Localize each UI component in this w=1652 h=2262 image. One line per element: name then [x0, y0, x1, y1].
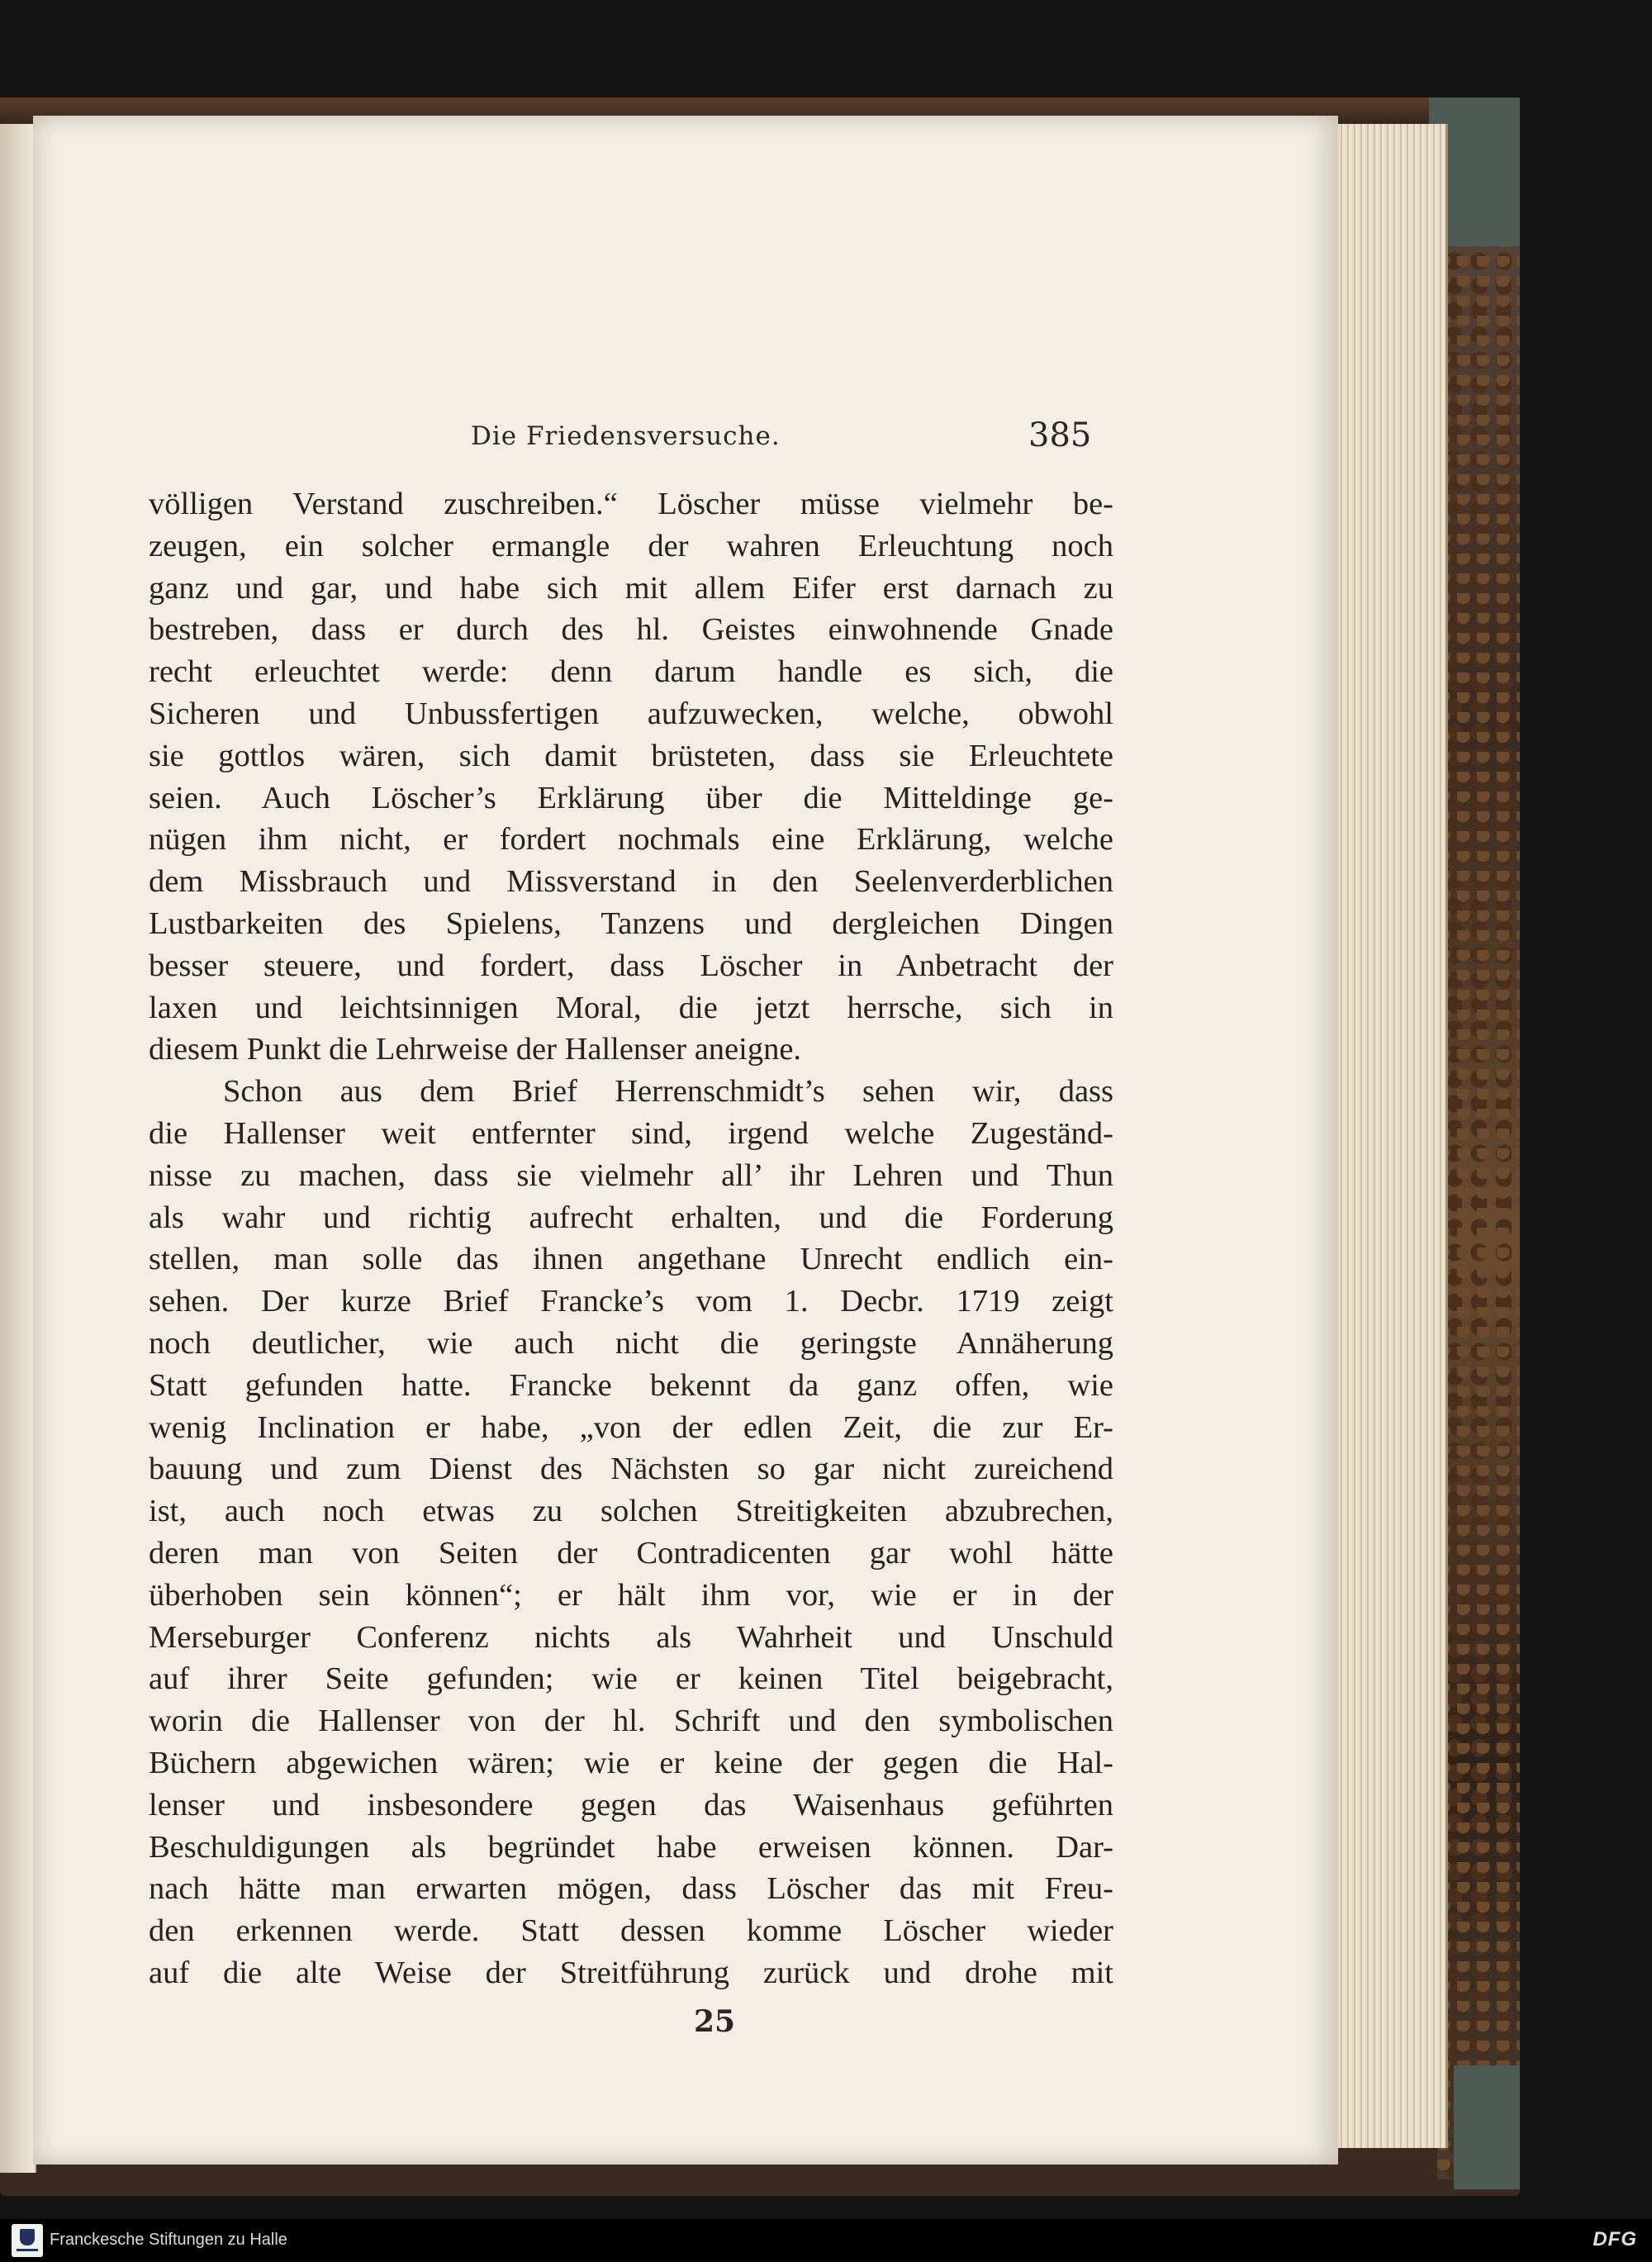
facing-page-edge [0, 124, 36, 2173]
institution-name: Franckesche Stiftungen zu Halle [50, 2231, 287, 2249]
text-line: recht erleuchtet werde: denn darum handle es sich, die [149, 654, 1113, 690]
text-line: bestreben, dass er durch des hl. Geistes einwohnende Gnade [149, 612, 1113, 648]
text-line: besser steuere, und fordert, dass Löscher in Anbetracht der [149, 948, 1113, 983]
text-line: Sicheren und Unbussfertigen aufzuwecken, welche, obwohl [149, 696, 1113, 731]
text-line: deren man von Seiten der Contradicenten gar wohl hätte [149, 1535, 1113, 1571]
text-line: bauung und zum Dienst des Nächsten so gar nicht zureichend [149, 1452, 1113, 1487]
text-line: Merseburger Conferenz nichts als Wahrheit und Unschuld [149, 1619, 1113, 1655]
text-line: die Hallenser weit entfernter sind, irgend welche Zugeständ- [149, 1115, 1113, 1151]
text-line: nach hätte man erwarten mögen, dass Löscher das mit Freu- [149, 1871, 1113, 1907]
text-line: Büchern abgewichen wären; wie er keine der gegen die Hal- [149, 1745, 1113, 1780]
viewer-footer-bar [0, 2219, 1652, 2262]
printer-signature-mark: 25 [693, 2004, 736, 2039]
text-line: ist, auch noch etwas zu solchen Streitigkeiten abzubrechen, [149, 1494, 1113, 1529]
text-line: auf die alte Weise der Streitführung zurück und drohe mit [149, 1955, 1113, 1990]
text-line: völligen Verstand zuschreiben.“ Löscher müsse vielmehr be- [149, 487, 1113, 521]
text-line: Lustbarkeiten des Spielens, Tanzens und dergleichen Dingen [149, 905, 1113, 941]
text-line: dem Missbrauch und Missverstand in den Seelenverderblichen [149, 864, 1113, 900]
text-line: laxen und leichtsinnigen Moral, die jetzt herrsche, sich in [149, 990, 1113, 1025]
text-line: sie gottlos wären, sich damit brüsteten, dass sie Erleuchtete [149, 738, 1113, 773]
book-cover-corner-bottom [1454, 2065, 1520, 2189]
text-line: diesem Punkt die Lehrweise der Hallenser aneigne. [149, 1032, 802, 1067]
text-line: nügen ihm nicht, er fordert nochmals eine Erklärung, welche [149, 822, 1113, 858]
running-title: Die Friedensversuche. [471, 421, 781, 451]
dfg-logo: DFG [1593, 2228, 1637, 2250]
text-line: stellen, man solle das ihnen angethane Unrecht endlich ein- [149, 1242, 1113, 1277]
text-line: überhoben sein können“; er hält ihm vor, wie er in der [149, 1577, 1113, 1613]
text-line: Statt gefunden hatte. Francke bekennt da ganz offen, wie [149, 1367, 1113, 1403]
text-line: seien. Auch Löscher’s Erklärung über die Mitteldinge ge- [149, 780, 1113, 815]
page-stack-edge [1338, 124, 1448, 2148]
text-line: Beschuldigungen als begründet habe erweisen können. Dar- [149, 1829, 1113, 1865]
body-text [149, 483, 1113, 1994]
text-line: zeugen, ein solcher ermangle der wahren Erleuchtung noch [149, 528, 1113, 563]
text-line: als wahr und richtig aufrecht erhalten, und die Forderung [149, 1200, 1113, 1235]
book-cover-marbled-board [1437, 97, 1520, 2179]
text-line: den erkennen werde. Statt dessen komme Löscher wieder [149, 1913, 1113, 1949]
text-line: auf ihrer Seite gefunden; wie er keinen Titel beigebracht, [149, 1661, 1113, 1697]
text-line: ganz und gar, und habe sich mit allem Eifer erst darnach zu [149, 570, 1113, 606]
text-line: noch deutlicher, wie auch nicht die geringste Annäherung [149, 1325, 1113, 1361]
text-line: lenser und insbesondere gegen das Waisenhaus geführten [149, 1787, 1113, 1822]
institution-logo-icon [12, 2224, 43, 2257]
book-page [33, 116, 1338, 2165]
text-line: worin die Hallenser von der hl. Schrift und den symbolischen [149, 1704, 1113, 1739]
text-line: nisse zu machen, dass sie vielmehr all’ ihr Lehren und Thun [149, 1157, 1113, 1193]
page-number: 385 [1028, 416, 1092, 454]
text-line: Schon aus dem Brief Herrenschmidt’s sehen wir, dass [223, 1074, 1113, 1110]
text-line: wenig Inclination er habe, „von der edlen Zeit, die zur Er- [149, 1409, 1113, 1445]
text-line: sehen. Der kurze Brief Francke’s vom 1. Decbr. 1719 zeigt [149, 1284, 1113, 1319]
